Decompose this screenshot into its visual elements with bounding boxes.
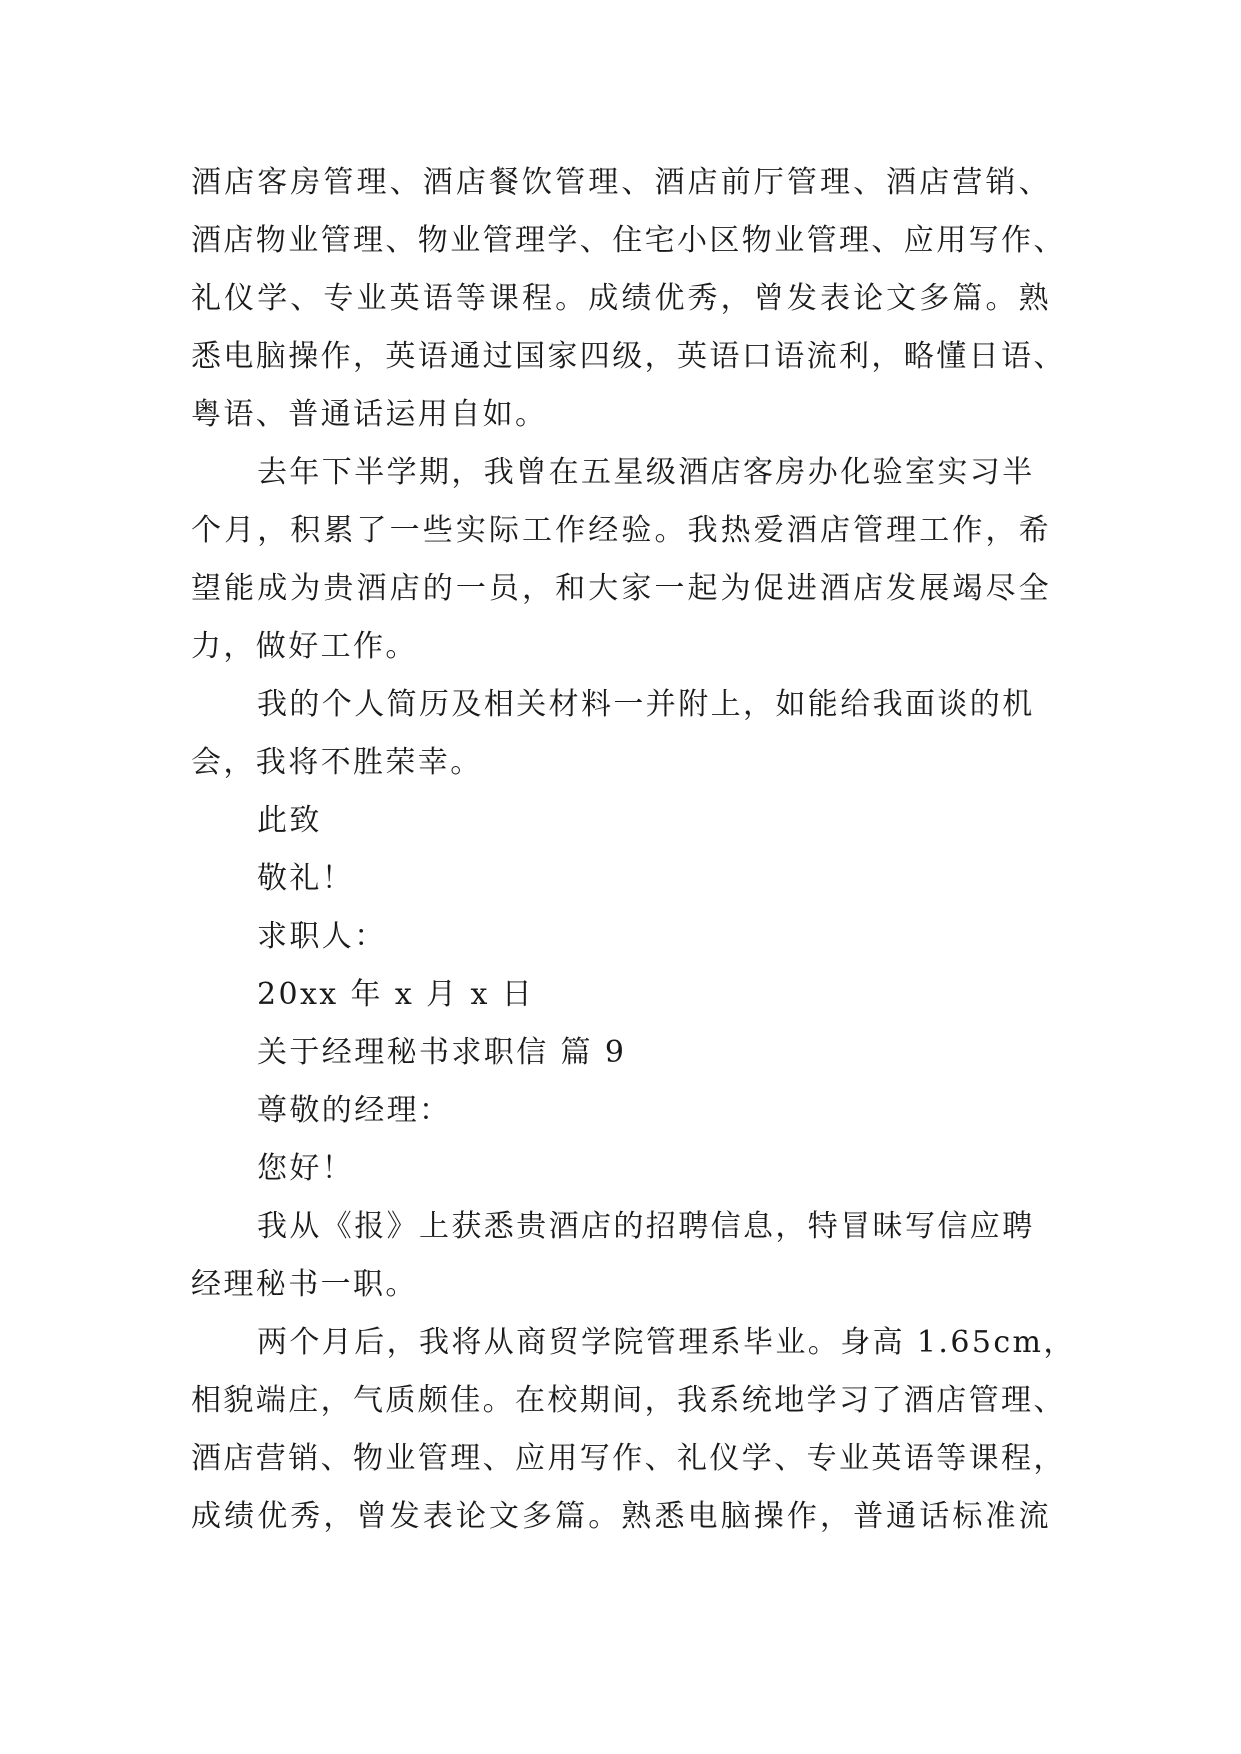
text-line: 礼仪学、专业英语等课程。成绩优秀，曾发表论文多篇。熟 <box>191 281 1051 316</box>
paragraph-start-line: 去年下半学期，我曾在五星级酒店客房办化验室实习半 <box>257 455 1035 490</box>
text-line: 力，做好工作。 <box>191 629 418 664</box>
paragraph-start-line: 我从《报》上获悉贵酒店的招聘信息，特冒昧写信应聘 <box>257 1209 1035 1244</box>
document-body <box>191 154 1076 1546</box>
greeting-line: 您好！ <box>257 1151 355 1186</box>
text-line: 经理秘书一职。 <box>191 1267 418 1302</box>
salutation-line: 敬礼！ <box>257 861 355 896</box>
text-line: 悉电脑操作，英语通过国家四级，英语口语流利，略懂日语、 <box>191 339 1066 374</box>
signature-line: 求职人： <box>257 919 387 954</box>
greeting-line: 尊敬的经理： <box>257 1093 452 1128</box>
section-heading: 关于经理秘书求职信 篇 9 <box>257 1035 627 1070</box>
date-line: 20xx 年 x 月 x 日 <box>257 977 535 1012</box>
text-line: 望能成为贵酒店的一员，和大家一起为促进酒店发展竭尽全 <box>191 571 1051 606</box>
text-line: 个月，积累了一些实际工作经验。我热爱酒店管理工作，希 <box>191 513 1051 548</box>
paragraph-start-line: 我的个人简历及相关材料一并附上，如能给我面谈的机 <box>257 687 1035 722</box>
text-line: 成绩优秀，曾发表论文多篇。熟悉电脑操作，普通话标准流 <box>191 1499 1051 1534</box>
closing-line: 此致 <box>257 803 322 838</box>
text-line: 酒店营销、物业管理、应用写作、礼仪学、专业英语等课程， <box>191 1441 1066 1476</box>
text-line: 相貌端庄，气质颇佳。在校期间，我系统地学习了酒店管理、 <box>191 1383 1066 1418</box>
text-line: 会，我将不胜荣幸。 <box>191 745 483 780</box>
text-line: 酒店物业管理、物业管理学、住宅小区物业管理、应用写作、 <box>191 223 1066 258</box>
paragraph-start-line: 两个月后，我将从商贸学院管理系毕业。身高 1.65cm， <box>257 1325 1076 1360</box>
text-line: 酒店客房管理、酒店餐饮管理、酒店前厅管理、酒店营销、 <box>191 165 1051 200</box>
text-line: 粤语、普通话运用自如。 <box>191 397 548 432</box>
